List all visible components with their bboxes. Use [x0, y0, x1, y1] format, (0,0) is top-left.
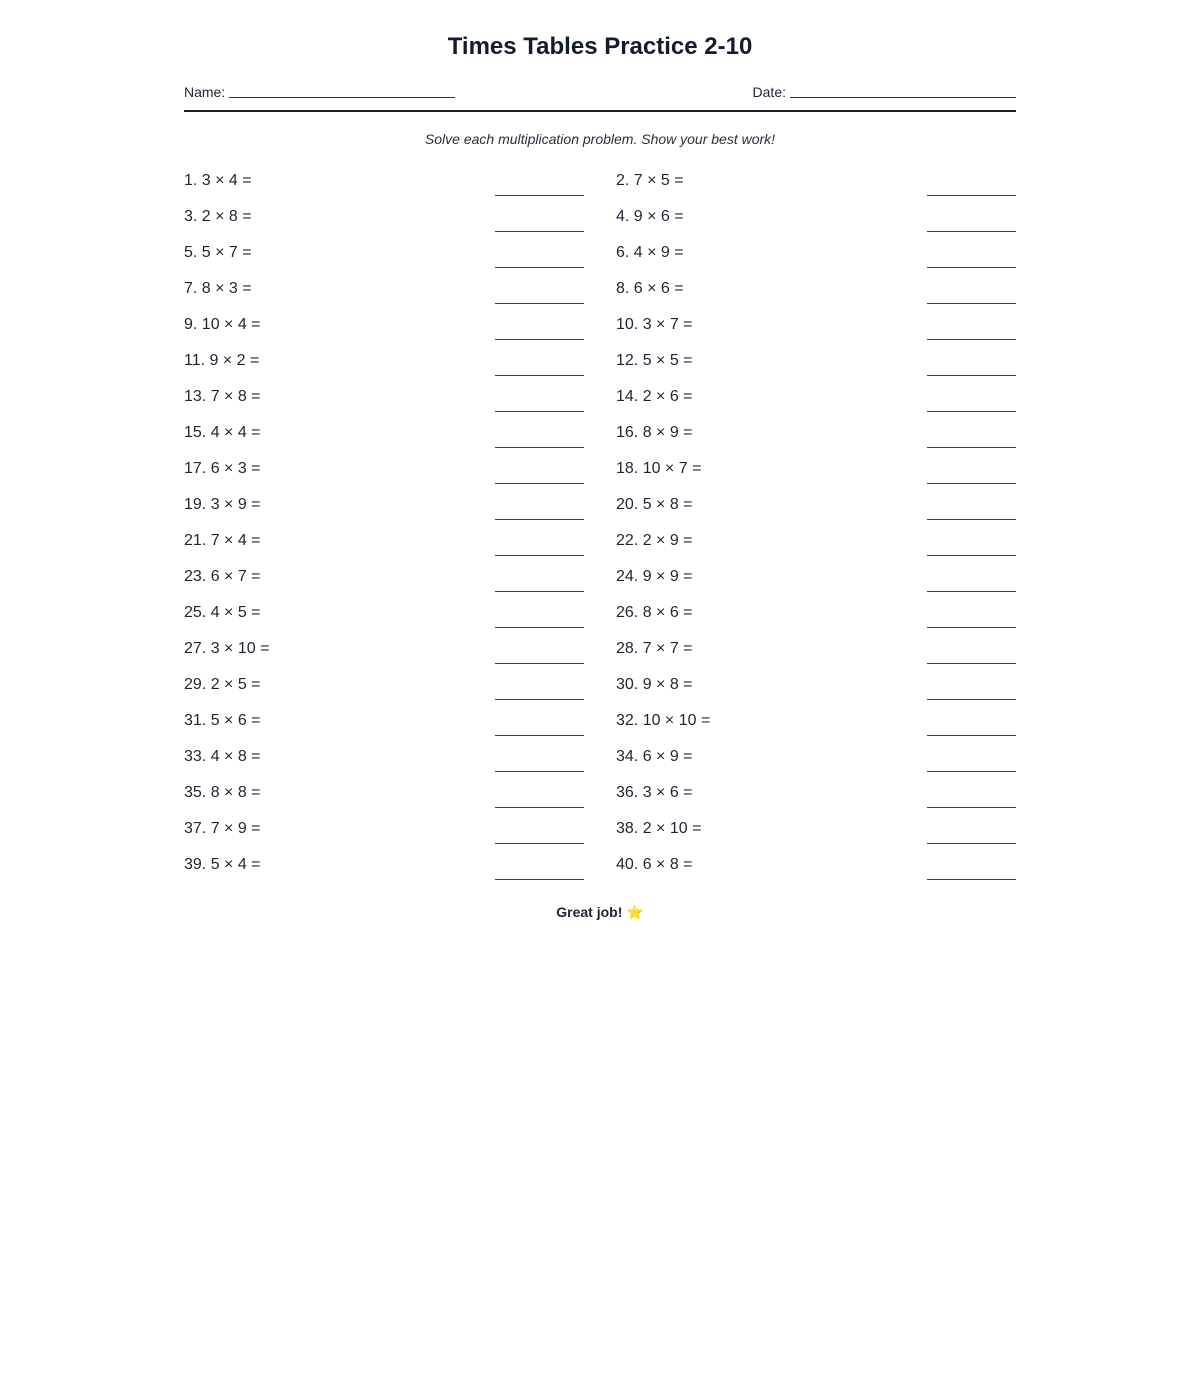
- problem-text: 4. 9 × 6 =: [616, 208, 684, 225]
- date-label: Date:: [752, 84, 786, 100]
- problem-row: [184, 341, 584, 377]
- answer-blank-line[interactable]: [495, 194, 584, 196]
- problem-text: 10. 3 × 7 =: [616, 316, 693, 333]
- problem-text: 28. 7 × 7 =: [616, 640, 693, 657]
- problem-text: 11. 9 × 2 =: [184, 352, 260, 369]
- header-divider: [184, 110, 1016, 112]
- answer-blank-line[interactable]: [495, 446, 584, 448]
- problem-row: [184, 377, 584, 413]
- problem-row: [184, 665, 584, 701]
- problem-text: 21. 7 × 4 =: [184, 532, 261, 549]
- problem-text: 32. 10 × 10 =: [616, 712, 711, 729]
- instructions: Solve each multiplication problem. Show your best work!: [424, 131, 776, 147]
- answer-blank-line[interactable]: [927, 698, 1016, 700]
- problem-text: 25. 4 × 5 =: [184, 604, 261, 621]
- problem-row: [184, 629, 584, 665]
- problem-text: 17. 6 × 3 =: [184, 460, 261, 477]
- problem-row: [184, 557, 584, 593]
- problem-text: 36. 3 × 6 =: [616, 784, 693, 801]
- answer-blank-line[interactable]: [495, 806, 584, 808]
- problem-row: [616, 593, 1016, 629]
- problem-row: [616, 521, 1016, 557]
- problem-text: 39. 5 × 4 =: [184, 856, 261, 873]
- answer-blank-line[interactable]: [495, 554, 584, 556]
- answer-blank-line[interactable]: [495, 230, 584, 232]
- problem-text: 16. 8 × 9 =: [616, 424, 693, 441]
- answer-blank-line[interactable]: [495, 590, 584, 592]
- problem-text: 14. 2 × 6 =: [616, 388, 693, 405]
- problem-text: 34. 6 × 9 =: [616, 748, 693, 765]
- problem-text: 19. 3 × 9 =: [184, 496, 261, 513]
- answer-blank-line[interactable]: [927, 734, 1016, 736]
- problem-text: 3. 2 × 8 =: [184, 208, 252, 225]
- answer-blank-line[interactable]: [927, 194, 1016, 196]
- name-label: Name:: [184, 84, 226, 100]
- answer-blank-line[interactable]: [495, 698, 584, 700]
- worksheet: [184, 0, 1016, 921]
- answer-blank-line[interactable]: [927, 446, 1016, 448]
- problem-text: 9. 10 × 4 =: [184, 316, 261, 333]
- problem-row: [616, 413, 1016, 449]
- problem-row: [616, 197, 1016, 233]
- problem-row: [184, 701, 584, 737]
- answer-blank-line[interactable]: [927, 266, 1016, 268]
- problem-text: 2. 7 × 5 =: [616, 172, 684, 189]
- answer-blank-line[interactable]: [495, 266, 584, 268]
- problem-row: [184, 197, 584, 233]
- answer-blank-line[interactable]: [927, 878, 1016, 880]
- problem-row: [184, 737, 584, 773]
- answer-blank-line[interactable]: [495, 302, 584, 304]
- problem-text: 8. 6 × 6 =: [616, 280, 684, 297]
- problem-row: [184, 521, 584, 557]
- answer-blank-line[interactable]: [927, 338, 1016, 340]
- answer-blank-line[interactable]: [927, 302, 1016, 304]
- problem-row: [616, 773, 1016, 809]
- problem-text: 12. 5 × 5 =: [616, 352, 693, 369]
- footer-text: Great job!: [556, 904, 623, 920]
- problem-row: [616, 305, 1016, 341]
- problem-text: 6. 4 × 9 =: [616, 244, 684, 261]
- problem-text: 27. 3 × 10 =: [184, 640, 270, 657]
- problem-row: [616, 161, 1016, 197]
- answer-blank-line[interactable]: [495, 842, 584, 844]
- problem-row: [616, 449, 1016, 485]
- problem-text: 20. 5 × 8 =: [616, 496, 693, 513]
- answer-blank-line[interactable]: [927, 770, 1016, 772]
- problem-row: [616, 233, 1016, 269]
- problem-row: [184, 449, 584, 485]
- problem-text: 33. 4 × 8 =: [184, 748, 261, 765]
- problem-text: 40. 6 × 8 =: [616, 856, 693, 873]
- problem-row: [184, 413, 584, 449]
- problem-row: [184, 809, 584, 845]
- problem-text: 29. 2 × 5 =: [184, 676, 261, 693]
- problem-row: [184, 845, 584, 881]
- problem-row: [616, 557, 1016, 593]
- answer-blank-line[interactable]: [927, 554, 1016, 556]
- answer-blank-line[interactable]: [927, 842, 1016, 844]
- answer-blank-line[interactable]: [495, 662, 584, 664]
- problem-row: [184, 305, 584, 341]
- star-icon: ⭐: [626, 904, 644, 920]
- answer-blank-line[interactable]: [495, 374, 584, 376]
- problem-text: 31. 5 × 6 =: [184, 712, 261, 729]
- answer-blank-line[interactable]: [495, 410, 584, 412]
- answer-blank-line[interactable]: [495, 734, 584, 736]
- answer-blank-line[interactable]: [495, 518, 584, 520]
- problem-text: 1. 3 × 4 =: [184, 172, 252, 189]
- problem-text: 26. 8 × 6 =: [616, 604, 693, 621]
- problem-text: 18. 10 × 7 =: [616, 460, 702, 477]
- answer-blank-line[interactable]: [927, 662, 1016, 664]
- date-blank-line[interactable]: [790, 83, 1016, 98]
- problem-grid: [184, 161, 1016, 881]
- problem-row: [184, 593, 584, 629]
- problem-text: 30. 9 × 8 =: [616, 676, 693, 693]
- problem-row: [616, 341, 1016, 377]
- problem-text: 35. 8 × 8 =: [184, 784, 261, 801]
- problem-row: [616, 809, 1016, 845]
- problem-row: [616, 269, 1016, 305]
- problem-text: 38. 2 × 10 =: [616, 820, 702, 837]
- problem-row: [616, 377, 1016, 413]
- problem-row: [184, 233, 584, 269]
- problem-row: [616, 845, 1016, 881]
- answer-blank-line[interactable]: [495, 878, 584, 880]
- problem-row: [184, 773, 584, 809]
- problem-text: 37. 7 × 9 =: [184, 820, 261, 837]
- answer-blank-line[interactable]: [495, 338, 584, 340]
- problem-row: [616, 665, 1016, 701]
- problem-text: 22. 2 × 9 =: [616, 532, 693, 549]
- answer-blank-line[interactable]: [927, 482, 1016, 484]
- problem-text: 5. 5 × 7 =: [184, 244, 252, 261]
- answer-blank-line[interactable]: [927, 518, 1016, 520]
- problem-row: [616, 629, 1016, 665]
- answer-blank-line[interactable]: [927, 374, 1016, 376]
- problem-row: [616, 485, 1016, 521]
- problem-text: 15. 4 × 4 =: [184, 424, 261, 441]
- problem-text: 7. 8 × 3 =: [184, 280, 252, 297]
- name-field: [184, 83, 455, 100]
- problem-row: [184, 269, 584, 305]
- problem-text: 13. 7 × 8 =: [184, 388, 261, 405]
- page-title: Times Tables Practice 2-10: [447, 33, 753, 60]
- name-blank-line[interactable]: [229, 83, 455, 98]
- answer-blank-line[interactable]: [927, 410, 1016, 412]
- problem-row: [616, 701, 1016, 737]
- answer-blank-line[interactable]: [927, 626, 1016, 628]
- date-field: [753, 83, 1016, 100]
- problem-text: 23. 6 × 7 =: [184, 568, 261, 585]
- answer-blank-line[interactable]: [495, 770, 584, 772]
- problem-text: 24. 9 × 9 =: [616, 568, 693, 585]
- problem-row: [616, 737, 1016, 773]
- answer-blank-line[interactable]: [927, 230, 1016, 232]
- footer-message: [184, 904, 1016, 921]
- answer-blank-line[interactable]: [495, 626, 584, 628]
- answer-blank-line[interactable]: [927, 590, 1016, 592]
- problem-row: [184, 161, 584, 197]
- answer-blank-line[interactable]: [927, 806, 1016, 808]
- problem-row: [184, 485, 584, 521]
- student-info-row: [184, 82, 1016, 100]
- answer-blank-line[interactable]: [495, 482, 584, 484]
